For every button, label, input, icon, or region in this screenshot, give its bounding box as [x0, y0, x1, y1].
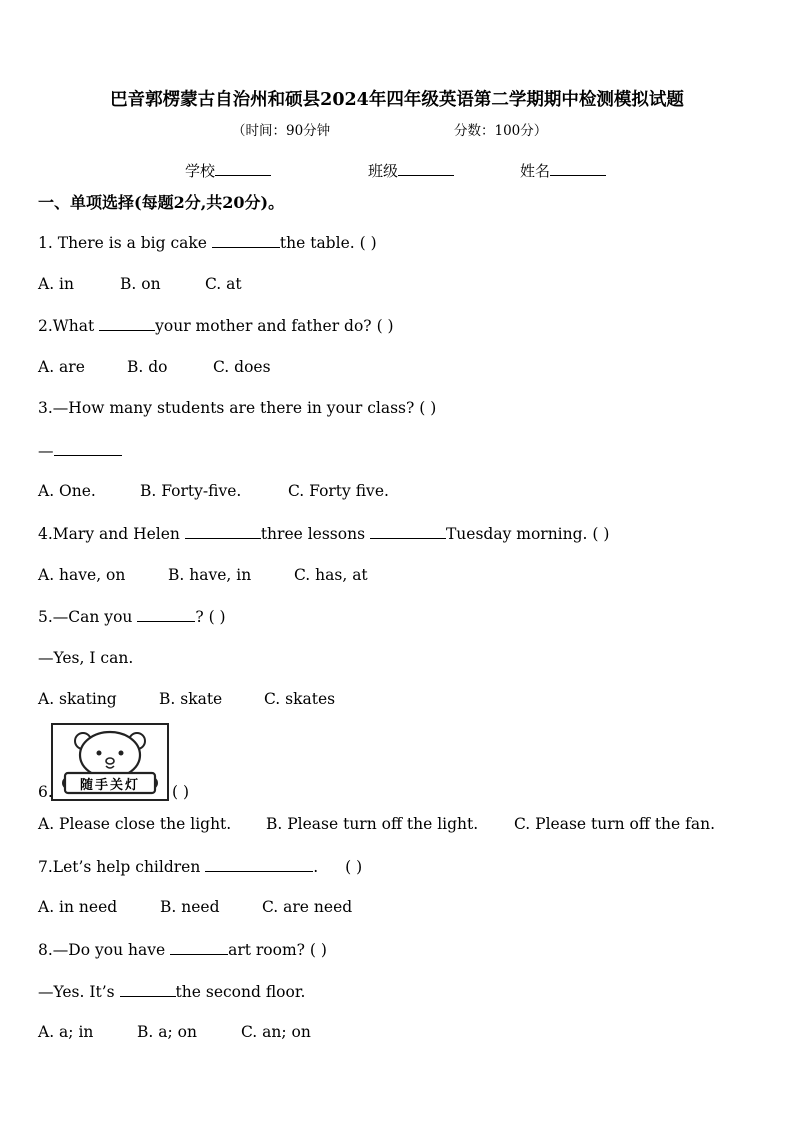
question-1	[38, 233, 377, 252]
answer-blank[interactable]	[170, 940, 228, 955]
option-a[interactable]: A. in	[38, 275, 74, 293]
answer-blank[interactable]	[99, 316, 155, 331]
name-label: 姓名	[520, 162, 551, 180]
question-text: art room?	[228, 941, 305, 959]
question-number: 5.	[38, 608, 53, 626]
reply-text: —Yes. It’s	[38, 983, 115, 1001]
answer-parentheses[interactable]: ( )	[359, 234, 377, 252]
question-text: Tuesday morning.	[445, 525, 588, 543]
answer-parentheses[interactable]: ( )	[345, 858, 363, 876]
option-a[interactable]: A. skating	[38, 690, 117, 708]
option-b[interactable]: B. Forty-five.	[140, 482, 242, 500]
option-c[interactable]: C. skates	[264, 690, 336, 708]
school-label: 学校	[185, 162, 216, 180]
answer-parentheses[interactable]: ( )	[309, 941, 327, 959]
question-text: your mother and father do?	[155, 317, 372, 335]
school-field	[185, 160, 271, 181]
question-number: 3.	[38, 399, 53, 417]
exam-score: 分数：100分）	[454, 123, 548, 139]
reply-8	[38, 982, 305, 1001]
question-text: Let’s help children	[52, 858, 201, 876]
question-text: Mary and Helen	[52, 525, 180, 543]
exam-time: （时间：90分钟	[232, 123, 331, 139]
school-blank[interactable]	[215, 163, 271, 176]
question-text: —How many students are there in your class?	[52, 399, 415, 417]
question-number: 1.	[38, 234, 53, 252]
option-b[interactable]: B. have, in	[168, 566, 252, 584]
question-4	[38, 524, 609, 543]
question-text: three lessons	[260, 525, 366, 543]
question-text: —Can you	[52, 608, 133, 626]
answer-blank[interactable]	[137, 607, 195, 622]
name-field	[520, 160, 606, 181]
question-text: What	[52, 317, 95, 335]
class-label: 班级	[368, 162, 399, 180]
question-7	[38, 857, 362, 876]
question-text: ?	[195, 608, 204, 626]
answer-blank[interactable]	[205, 857, 313, 872]
question-text: the table.	[279, 234, 355, 252]
answer-parentheses[interactable]: ( )	[376, 317, 394, 335]
reply-dash: —	[38, 442, 54, 460]
option-a[interactable]: A. have, on	[38, 566, 126, 584]
name-blank[interactable]	[550, 163, 606, 176]
option-a[interactable]: A. Please close the light.	[38, 815, 232, 833]
sign-text: 随手关灯	[79, 778, 140, 793]
option-a[interactable]: A. a; in	[38, 1023, 94, 1041]
question-2	[38, 316, 394, 335]
answer-parentheses[interactable]: ( )	[419, 399, 437, 417]
class-blank[interactable]	[398, 163, 454, 176]
answer-blank[interactable]	[54, 441, 122, 456]
question-text: —Do you have	[52, 941, 166, 959]
question-number: 4.	[38, 525, 53, 543]
reply-3	[38, 441, 122, 460]
option-b[interactable]: B. a; on	[137, 1023, 197, 1041]
option-c[interactable]: C. Please turn off the fan.	[514, 815, 716, 833]
question-8	[38, 940, 327, 959]
question-5	[38, 607, 226, 626]
option-b[interactable]: B. on	[120, 275, 161, 293]
answer-parentheses[interactable]: ( )	[172, 783, 190, 801]
question-text: .	[313, 858, 319, 876]
option-c[interactable]: C. Forty five.	[288, 482, 389, 500]
option-c[interactable]: C. are need	[262, 898, 353, 916]
question-number: 2.	[38, 317, 53, 335]
question-number: 6.	[38, 783, 53, 801]
exam-title: 巴音郭楞蒙古自治州和硕县2024年四年级英语第二学期期中检测模拟试题	[110, 90, 684, 110]
light-sign-picture	[51, 723, 169, 801]
answer-blank[interactable]	[212, 233, 280, 248]
option-b[interactable]: B. do	[127, 358, 168, 376]
reply-5: —Yes, I can.	[38, 649, 134, 667]
answer-parentheses[interactable]: ( )	[592, 525, 610, 543]
question-text: There is a big cake	[57, 234, 207, 252]
option-c[interactable]: C. an; on	[241, 1023, 311, 1041]
question-3	[38, 399, 436, 417]
section-heading: 一、单项选择(每题2分,共20分)。	[38, 193, 285, 212]
option-a[interactable]: A. One.	[38, 482, 96, 500]
class-field	[368, 160, 454, 181]
answer-parentheses[interactable]: ( )	[208, 608, 226, 626]
answer-blank[interactable]	[185, 524, 261, 539]
option-c[interactable]: C. does	[213, 358, 271, 376]
option-c[interactable]: C. at	[205, 275, 242, 293]
option-b[interactable]: B. need	[160, 898, 220, 916]
option-a[interactable]: A. are	[38, 358, 85, 376]
option-c[interactable]: C. has, at	[294, 566, 368, 584]
option-b[interactable]: B. skate	[159, 690, 223, 708]
option-a[interactable]: A. in need	[38, 898, 118, 916]
question-number: 7.	[38, 858, 53, 876]
answer-blank[interactable]	[120, 982, 176, 997]
question-number: 8.	[38, 941, 53, 959]
answer-blank[interactable]	[370, 524, 446, 539]
reply-text: the second floor.	[175, 983, 306, 1001]
exam-subtitle	[232, 119, 652, 139]
option-b[interactable]: B. Please turn off the light.	[266, 815, 479, 833]
